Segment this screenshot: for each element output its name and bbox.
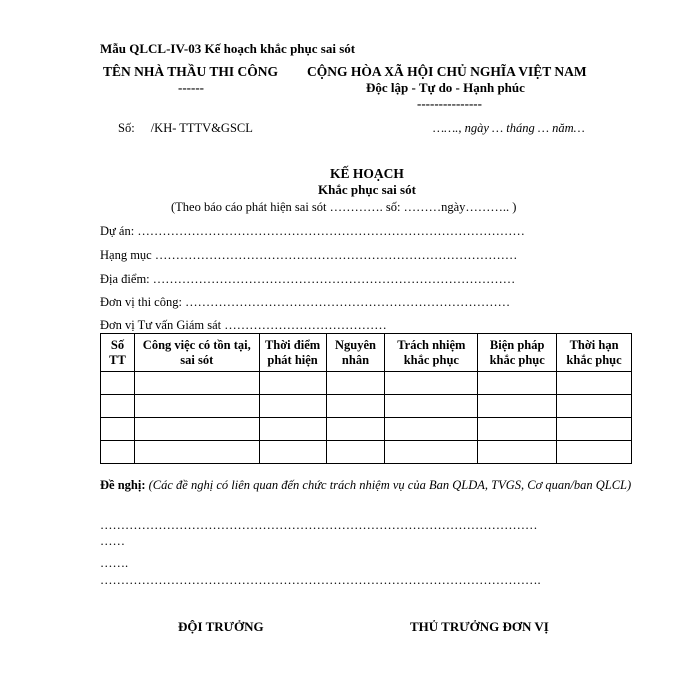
table-cell[interactable] bbox=[326, 441, 385, 464]
header-cell-cause: Nguyên nhân bbox=[326, 334, 385, 372]
document-number bbox=[118, 121, 253, 136]
proposal-text: (Các đề nghị có liên quan đến chức trách nhiệm vụ của Ban QLDA, TVGS, Cơ quan/ban QLCL) bbox=[145, 478, 632, 492]
document-subtitle: Khắc phục sai sót bbox=[318, 182, 416, 197]
table-cell[interactable] bbox=[134, 395, 259, 418]
proposal-label: Đề nghị: bbox=[100, 478, 146, 492]
proposal-line-4: ……………………………………………………………………………………………. bbox=[100, 573, 541, 587]
field-project: Dự án: ………………………………………………………………………………… bbox=[100, 224, 525, 238]
table-cell[interactable] bbox=[101, 418, 135, 441]
contractor-name: TÊN NHÀ THẦU THI CÔNG bbox=[103, 64, 279, 79]
report-reference: (Theo báo cáo phát hiện sai sót …………. số: ………ngày……….. ) bbox=[171, 200, 517, 214]
table-cell[interactable] bbox=[385, 418, 478, 441]
table-cell[interactable] bbox=[478, 372, 557, 395]
table-cell[interactable] bbox=[557, 441, 632, 464]
table-cell[interactable] bbox=[326, 418, 385, 441]
form-code: Mẫu QLCL-IV-03 Kế hoạch khắc phục sai sót bbox=[100, 41, 356, 56]
proposal-line-3: ……. bbox=[100, 556, 129, 570]
table-cell[interactable] bbox=[259, 395, 326, 418]
table-cell[interactable] bbox=[101, 372, 135, 395]
table-cell[interactable] bbox=[385, 372, 478, 395]
table-cell[interactable] bbox=[557, 418, 632, 441]
document-title: KẾ HOẠCH bbox=[330, 166, 404, 181]
table-cell[interactable] bbox=[557, 395, 632, 418]
table-row bbox=[101, 372, 632, 395]
table-cell[interactable] bbox=[259, 372, 326, 395]
signature-unit-head: THỦ TRƯỞNG ĐƠN VỊ bbox=[410, 619, 549, 634]
header-cell-detection-time: Thời điểm phát hiện bbox=[259, 334, 326, 372]
table-cell[interactable] bbox=[101, 395, 135, 418]
table-cell[interactable] bbox=[134, 418, 259, 441]
table-cell[interactable] bbox=[478, 418, 557, 441]
header-cell-no: Số TT bbox=[101, 334, 135, 372]
document-number-label: Số: bbox=[118, 121, 135, 135]
table-row bbox=[101, 441, 632, 464]
header-cell-deadline: Thời hạn khắc phục bbox=[557, 334, 632, 372]
table-row bbox=[101, 395, 632, 418]
header-cell-responsibility: Trách nhiệm khắc phục bbox=[385, 334, 478, 372]
table-cell[interactable] bbox=[557, 372, 632, 395]
table-cell[interactable] bbox=[385, 395, 478, 418]
defect-plan-table bbox=[100, 333, 632, 464]
header-cell-defect-work: Công việc có tồn tại, sai sót bbox=[134, 334, 259, 372]
table-cell[interactable] bbox=[134, 372, 259, 395]
table-cell[interactable] bbox=[259, 441, 326, 464]
motto-separator: --------------- bbox=[417, 96, 482, 111]
table-cell[interactable] bbox=[134, 441, 259, 464]
national-title: CỘNG HÒA XÃ HỘI CHỦ NGHĨA VIỆT NAM bbox=[307, 64, 587, 79]
table-cell[interactable] bbox=[101, 441, 135, 464]
proposal-line-2: …… bbox=[100, 534, 125, 548]
field-construction-unit: Đơn vị thi công: …………………………………………………………………… bbox=[100, 295, 511, 309]
proposal-line-1: …………………………………………………………………………………………… bbox=[100, 518, 538, 532]
table-cell[interactable] bbox=[478, 395, 557, 418]
proposal-section bbox=[100, 476, 640, 494]
national-motto: Độc lập - Tự do - Hạnh phúc bbox=[366, 80, 525, 95]
table-cell[interactable] bbox=[326, 395, 385, 418]
table-header-row bbox=[101, 334, 632, 372]
document-number-value: /KH- TTTV&GSCL bbox=[150, 121, 253, 135]
table-cell[interactable] bbox=[259, 418, 326, 441]
field-location: Địa điểm: …………………………………………………………………………… bbox=[100, 272, 516, 286]
contractor-separator: ------ bbox=[178, 80, 204, 95]
table-cell[interactable] bbox=[478, 441, 557, 464]
field-work-item: Hạng mục …………………………………………………………………………… bbox=[100, 248, 518, 262]
header-cell-measures: Biện pháp khắc phục bbox=[478, 334, 557, 372]
table-row bbox=[101, 418, 632, 441]
table-cell[interactable] bbox=[326, 372, 385, 395]
field-supervision-consultant: Đơn vị Tư vấn Giám sát ………………………………… bbox=[100, 318, 387, 332]
table-cell[interactable] bbox=[385, 441, 478, 464]
place-date: ……., ngày … tháng … năm… bbox=[433, 121, 585, 135]
signature-team-leader: ĐỘI TRƯỞNG bbox=[178, 619, 264, 634]
